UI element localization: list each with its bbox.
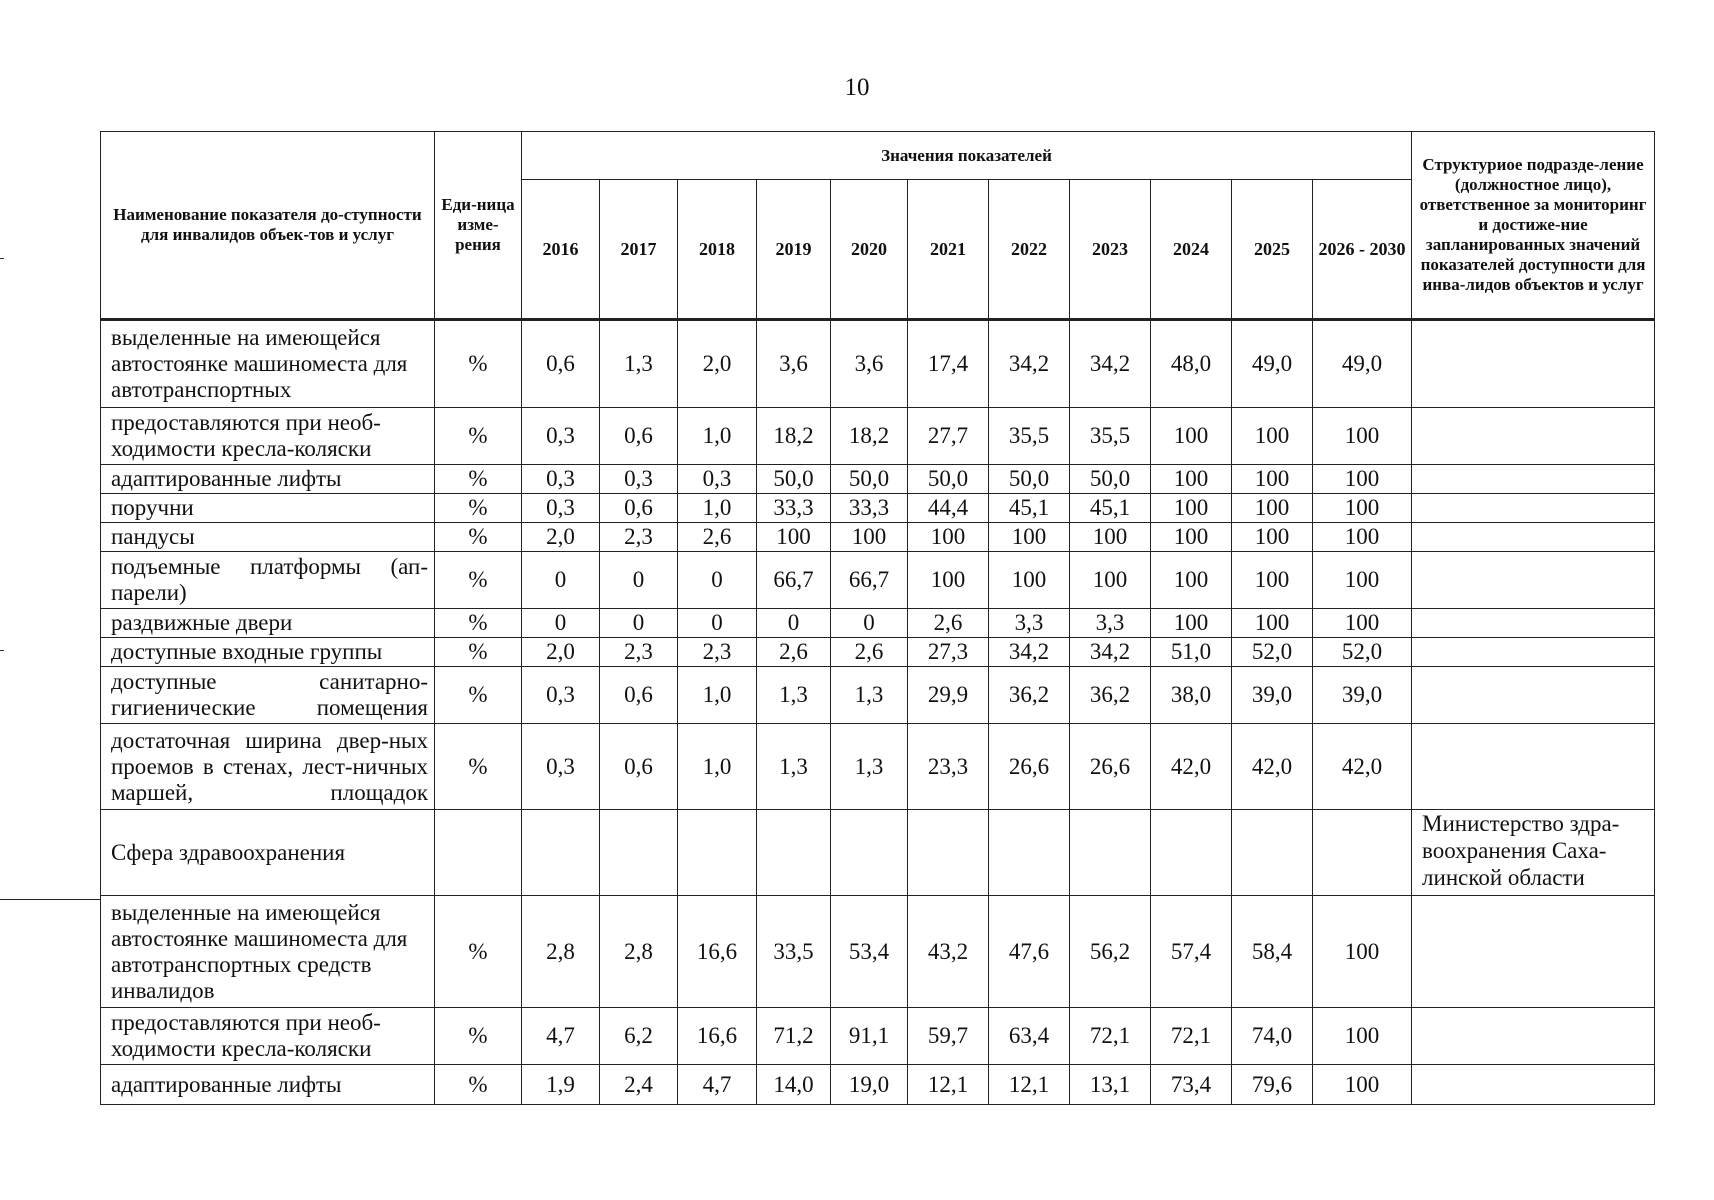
- value-cell: 0,3: [522, 724, 600, 810]
- value-cell: 36,2: [1070, 667, 1151, 724]
- value-cell: [600, 810, 678, 896]
- header-responsible: Структуриое подразде-ление (должностное лицо), ответственное за мониторинг и достиже-ние запланированных значений показателей доступности для инва-лидов объектов и услуг: [1412, 132, 1655, 320]
- value-cell: 2,0: [522, 638, 600, 667]
- value-cell: 0,6: [522, 320, 600, 408]
- scan-line-artifact: [0, 899, 100, 900]
- value-cell: 100: [1232, 552, 1313, 609]
- value-cell: 18,2: [757, 408, 831, 465]
- indicator-name: доступные санитарно-гигиенические помещения: [101, 667, 435, 724]
- value-cell: 26,6: [1070, 724, 1151, 810]
- value-cell: 2,6: [908, 609, 989, 638]
- indicator-name: достаточная ширина двер-ных проемов в стенах, лест-ничных маршей, площадок: [101, 724, 435, 810]
- responsible-cell: [1412, 609, 1655, 638]
- value-cell: 63,4: [989, 1008, 1070, 1065]
- value-cell: 43,2: [908, 896, 989, 1008]
- value-cell: 29,9: [908, 667, 989, 724]
- value-cell: 36,2: [989, 667, 1070, 724]
- value-cell: [831, 810, 908, 896]
- header-year: 2020: [831, 180, 908, 320]
- value-cell: 0: [600, 609, 678, 638]
- value-cell: 100: [1313, 896, 1412, 1008]
- value-cell: 0: [522, 552, 600, 609]
- value-cell: 100: [1313, 523, 1412, 552]
- value-cell: 18,2: [831, 408, 908, 465]
- header-year: 2016: [522, 180, 600, 320]
- table-row: [101, 1065, 1655, 1105]
- value-cell: 0: [831, 609, 908, 638]
- value-cell: 42,0: [1232, 724, 1313, 810]
- value-cell: 35,5: [989, 408, 1070, 465]
- value-cell: 100: [1151, 523, 1232, 552]
- header-year: 2025: [1232, 180, 1313, 320]
- value-cell: 0,6: [600, 667, 678, 724]
- unit-cell: %: [435, 638, 522, 667]
- value-cell: [757, 810, 831, 896]
- value-cell: 100: [1313, 1065, 1412, 1105]
- unit-cell: %: [435, 523, 522, 552]
- value-cell: 1,0: [678, 494, 757, 523]
- unit-cell: %: [435, 724, 522, 810]
- value-cell: 1,3: [831, 724, 908, 810]
- value-cell: 100: [1151, 552, 1232, 609]
- value-cell: 74,0: [1232, 1008, 1313, 1065]
- value-cell: 66,7: [757, 552, 831, 609]
- value-cell: [1232, 810, 1313, 896]
- value-cell: 38,0: [1151, 667, 1232, 724]
- value-cell: [908, 810, 989, 896]
- unit-cell: %: [435, 896, 522, 1008]
- edge-mark: [0, 258, 4, 259]
- responsible-cell: [1412, 667, 1655, 724]
- value-cell: 2,6: [757, 638, 831, 667]
- value-cell: [1151, 810, 1232, 896]
- value-cell: 100: [989, 523, 1070, 552]
- indicator-name: раздвижные двери: [101, 609, 435, 638]
- value-cell: 50,0: [1070, 465, 1151, 494]
- value-cell: 0,3: [522, 465, 600, 494]
- value-cell: 1,0: [678, 667, 757, 724]
- value-cell: 100: [989, 552, 1070, 609]
- value-cell: 34,2: [989, 638, 1070, 667]
- page-number: 10: [844, 74, 870, 101]
- table-row: [101, 724, 1655, 810]
- value-cell: 42,0: [1151, 724, 1232, 810]
- value-cell: [1313, 810, 1412, 896]
- table-row: [101, 465, 1655, 494]
- value-cell: 100: [1313, 465, 1412, 494]
- value-cell: 0: [600, 552, 678, 609]
- value-cell: 2,8: [522, 896, 600, 1008]
- value-cell: 12,1: [908, 1065, 989, 1105]
- value-cell: 0: [757, 609, 831, 638]
- value-cell: 2,4: [600, 1065, 678, 1105]
- value-cell: 57,4: [1151, 896, 1232, 1008]
- table-row: [101, 494, 1655, 523]
- table-row: [101, 1008, 1655, 1065]
- value-cell: 14,0: [757, 1065, 831, 1105]
- unit-cell: %: [435, 494, 522, 523]
- unit-cell: %: [435, 609, 522, 638]
- header-values: Значения показателей: [522, 132, 1412, 180]
- value-cell: 2,8: [600, 896, 678, 1008]
- responsible-cell: [1412, 465, 1655, 494]
- value-cell: 50,0: [989, 465, 1070, 494]
- table-row: [101, 638, 1655, 667]
- responsible-cell: [1412, 523, 1655, 552]
- table-row: [101, 523, 1655, 552]
- value-cell: 44,4: [908, 494, 989, 523]
- value-cell: 100: [1232, 494, 1313, 523]
- value-cell: 0,3: [522, 667, 600, 724]
- indicator-name: адаптированные лифты: [101, 1065, 435, 1105]
- value-cell: 17,4: [908, 320, 989, 408]
- value-cell: 34,2: [1070, 320, 1151, 408]
- table-row: [101, 667, 1655, 724]
- value-cell: [678, 810, 757, 896]
- value-cell: 16,6: [678, 896, 757, 1008]
- value-cell: 100: [1232, 408, 1313, 465]
- value-cell: [522, 810, 600, 896]
- value-cell: 71,2: [757, 1008, 831, 1065]
- value-cell: 1,3: [831, 667, 908, 724]
- value-cell: 100: [1313, 552, 1412, 609]
- value-cell: 19,0: [831, 1065, 908, 1105]
- value-cell: 100: [1313, 1008, 1412, 1065]
- edge-mark: [0, 650, 4, 651]
- value-cell: 47,6: [989, 896, 1070, 1008]
- value-cell: 49,0: [1313, 320, 1412, 408]
- responsible-cell: [1412, 552, 1655, 609]
- value-cell: 48,0: [1151, 320, 1232, 408]
- header-year: 2022: [989, 180, 1070, 320]
- responsible-cell: [1412, 1008, 1655, 1065]
- indicator-name: пандусы: [101, 523, 435, 552]
- value-cell: 0,3: [678, 465, 757, 494]
- table-row: [101, 609, 1655, 638]
- responsible-cell: [1412, 638, 1655, 667]
- header-year: 2018: [678, 180, 757, 320]
- indicator-name: доступные входные группы: [101, 638, 435, 667]
- value-cell: 73,4: [1151, 1065, 1232, 1105]
- value-cell: 13,1: [1070, 1065, 1151, 1105]
- value-cell: 2,0: [522, 523, 600, 552]
- value-cell: 100: [908, 552, 989, 609]
- value-cell: 100: [1151, 465, 1232, 494]
- indicator-name: выделенные на имеющейся автостоянке машиноместа для автотранспортных: [101, 320, 435, 408]
- value-cell: 1,3: [757, 724, 831, 810]
- value-cell: 34,2: [1070, 638, 1151, 667]
- value-cell: 100: [1232, 523, 1313, 552]
- value-cell: 58,4: [1232, 896, 1313, 1008]
- value-cell: 39,0: [1232, 667, 1313, 724]
- value-cell: 52,0: [1313, 638, 1412, 667]
- responsible-cell: [1412, 896, 1655, 1008]
- value-cell: 34,2: [989, 320, 1070, 408]
- value-cell: [1070, 810, 1151, 896]
- value-cell: 100: [1313, 408, 1412, 465]
- indicator-name: предоставляются при необ-ходимости кресла-коляски: [101, 1008, 435, 1065]
- value-cell: 50,0: [831, 465, 908, 494]
- unit-cell: %: [435, 320, 522, 408]
- value-cell: 50,0: [757, 465, 831, 494]
- value-cell: 3,6: [831, 320, 908, 408]
- value-cell: 6,2: [600, 1008, 678, 1065]
- value-cell: 0,6: [600, 408, 678, 465]
- value-cell: 1,0: [678, 724, 757, 810]
- header-year: 2019: [757, 180, 831, 320]
- value-cell: 27,7: [908, 408, 989, 465]
- accessibility-indicators-table: [100, 131, 1655, 1105]
- value-cell: 0,6: [600, 494, 678, 523]
- responsible-cell: [1412, 494, 1655, 523]
- value-cell: 100: [1313, 609, 1412, 638]
- indicator-name: адаптированные лифты: [101, 465, 435, 494]
- value-cell: 1,3: [757, 667, 831, 724]
- value-cell: 100: [1151, 494, 1232, 523]
- value-cell: [989, 810, 1070, 896]
- value-cell: 72,1: [1070, 1008, 1151, 1065]
- value-cell: 1,3: [600, 320, 678, 408]
- value-cell: 0,6: [600, 724, 678, 810]
- value-cell: 2,6: [831, 638, 908, 667]
- responsible-cell: [1412, 1065, 1655, 1105]
- value-cell: 4,7: [522, 1008, 600, 1065]
- value-cell: 50,0: [908, 465, 989, 494]
- value-cell: 49,0: [1232, 320, 1313, 408]
- responsible-cell: [1412, 320, 1655, 408]
- value-cell: 42,0: [1313, 724, 1412, 810]
- unit-cell: %: [435, 1065, 522, 1105]
- header-unit: Еди-ница изме-рения: [435, 132, 522, 320]
- value-cell: 33,5: [757, 896, 831, 1008]
- value-cell: 0,3: [522, 408, 600, 465]
- indicator-name: Сфера здравоохранения: [101, 810, 435, 896]
- value-cell: 52,0: [1232, 638, 1313, 667]
- value-cell: 3,3: [1070, 609, 1151, 638]
- header-year: 2023: [1070, 180, 1151, 320]
- value-cell: 45,1: [989, 494, 1070, 523]
- value-cell: 33,3: [831, 494, 908, 523]
- header-year: 2024: [1151, 180, 1232, 320]
- unit-cell: %: [435, 552, 522, 609]
- unit-cell: [435, 810, 522, 896]
- value-cell: 100: [1232, 609, 1313, 638]
- table-row: [101, 896, 1655, 1008]
- value-cell: 0,3: [600, 465, 678, 494]
- value-cell: 72,1: [1151, 1008, 1232, 1065]
- responsible-cell: [1412, 724, 1655, 810]
- table-row: [101, 320, 1655, 408]
- value-cell: 100: [1151, 408, 1232, 465]
- indicator-name: выделенные на имеющейся автостоянке машиноместа для автотранспортных средств инвалидов: [101, 896, 435, 1008]
- value-cell: 4,7: [678, 1065, 757, 1105]
- value-cell: 0: [678, 609, 757, 638]
- value-cell: 0: [522, 609, 600, 638]
- value-cell: 2,6: [678, 523, 757, 552]
- value-cell: 23,3: [908, 724, 989, 810]
- header-year: 2021: [908, 180, 989, 320]
- value-cell: 16,6: [678, 1008, 757, 1065]
- value-cell: 3,6: [757, 320, 831, 408]
- header-year: 2026 - 2030: [1313, 180, 1412, 320]
- header-name: Наименование показателя до-ступности для инвалидов объек-тов и услуг: [101, 132, 435, 320]
- value-cell: 2,3: [600, 638, 678, 667]
- value-cell: 0,3: [522, 494, 600, 523]
- table-row: [101, 810, 1655, 896]
- value-cell: 100: [1313, 494, 1412, 523]
- value-cell: 35,5: [1070, 408, 1151, 465]
- value-cell: 91,1: [831, 1008, 908, 1065]
- value-cell: 56,2: [1070, 896, 1151, 1008]
- value-cell: 53,4: [831, 896, 908, 1008]
- value-cell: 1,9: [522, 1065, 600, 1105]
- value-cell: 3,3: [989, 609, 1070, 638]
- value-cell: 79,6: [1232, 1065, 1313, 1105]
- unit-cell: %: [435, 408, 522, 465]
- value-cell: 0: [678, 552, 757, 609]
- value-cell: 12,1: [989, 1065, 1070, 1105]
- value-cell: 26,6: [989, 724, 1070, 810]
- table-row: [101, 552, 1655, 609]
- value-cell: 51,0: [1151, 638, 1232, 667]
- indicator-name: подъемные платформы (ап-парели): [101, 552, 435, 609]
- indicator-name: предоставляются при необ-ходимости кресла-коляски: [101, 408, 435, 465]
- value-cell: 100: [1151, 609, 1232, 638]
- value-cell: 100: [1070, 552, 1151, 609]
- value-cell: 33,3: [757, 494, 831, 523]
- value-cell: 1,0: [678, 408, 757, 465]
- unit-cell: %: [435, 667, 522, 724]
- value-cell: 100: [757, 523, 831, 552]
- value-cell: 2,3: [600, 523, 678, 552]
- indicator-name: поручни: [101, 494, 435, 523]
- value-cell: 2,0: [678, 320, 757, 408]
- responsible-cell: [1412, 408, 1655, 465]
- value-cell: 45,1: [1070, 494, 1151, 523]
- value-cell: 27,3: [908, 638, 989, 667]
- table-row: [101, 408, 1655, 465]
- table-body: [101, 320, 1655, 1105]
- unit-cell: %: [435, 465, 522, 494]
- value-cell: 100: [908, 523, 989, 552]
- value-cell: 66,7: [831, 552, 908, 609]
- value-cell: 39,0: [1313, 667, 1412, 724]
- value-cell: 100: [1232, 465, 1313, 494]
- unit-cell: %: [435, 1008, 522, 1065]
- value-cell: 59,7: [908, 1008, 989, 1065]
- value-cell: 2,3: [678, 638, 757, 667]
- header-year: 2017: [600, 180, 678, 320]
- value-cell: 100: [831, 523, 908, 552]
- responsible-cell: Министерство здра-воохранения Саха-линской области: [1412, 810, 1655, 896]
- value-cell: 100: [1070, 523, 1151, 552]
